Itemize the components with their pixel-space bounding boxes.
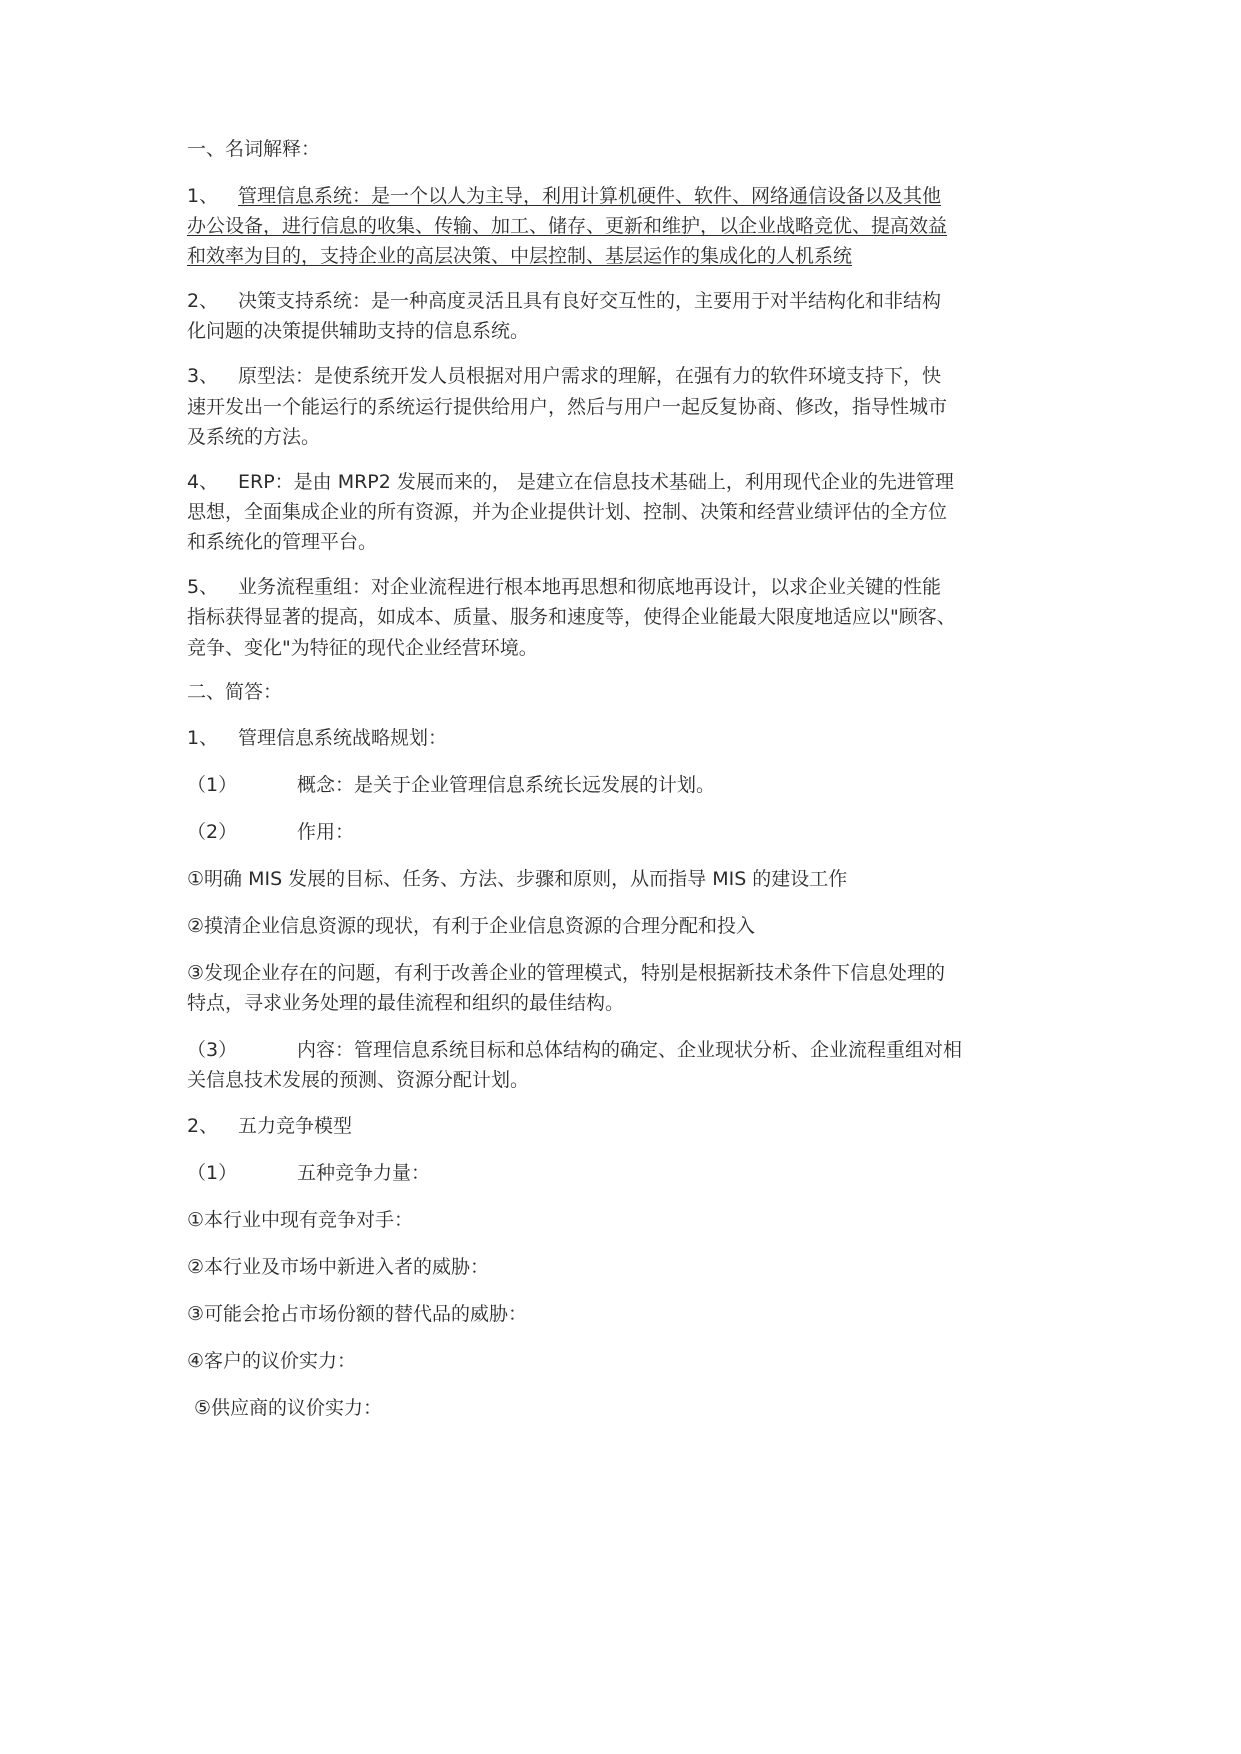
force-item-4: ④客户的议价实力： xyxy=(187,1350,357,1372)
question-2-text: 五力竞争模型 xyxy=(238,1115,353,1137)
question-1-text: 管理信息系统战略规划： xyxy=(238,727,448,749)
term-2-number: 2、 xyxy=(187,290,219,312)
term-4-line-3: 和系统化的管理平台。 xyxy=(187,531,378,553)
force-item-2: ②本行业及市场中新进入者的威胁： xyxy=(187,1256,490,1278)
question-1-number: 1、 xyxy=(187,727,219,749)
question-1-point-3-label: （3） xyxy=(187,1039,238,1061)
question-1-point-3-line-2: 关信息技术发展的预测、资源分配计划。 xyxy=(187,1069,530,1091)
term-2-text: 决策支持系统：是一种高度灵活且具有良好交互性的，主要用于对半结构化和非结构 xyxy=(238,290,942,312)
question-1-title xyxy=(187,722,447,755)
role-item-3-line-2: 特点，寻求业务处理的最佳流程和组织的最佳结构。 xyxy=(187,992,625,1014)
question-1-point-2-label: （2） xyxy=(187,821,238,843)
term-5-line-2: 指标获得显著的提高，如成本、质量、服务和速度等，使得企业能最大限度地适应以"顾客、 xyxy=(187,606,956,628)
question-2-number: 2、 xyxy=(187,1115,219,1137)
term-3-line-2: 速开发出一个能运行的系统运行提供给用户，然后与用户一起反复协商、修改，指导性城市 xyxy=(187,396,948,418)
force-item-3: ③可能会抢占市场份额的替代品的威胁： xyxy=(187,1303,528,1325)
question-2-point-1 xyxy=(187,1157,430,1190)
force-item-5: ⑤供应商的议价实力： xyxy=(194,1397,383,1419)
question-1-point-1-text: 概念：是关于企业管理信息系统长远发展的计划。 xyxy=(297,774,716,796)
term-1-line-3: 和效率为目的，支持企业的高层决策、中层控制、基层运作的集成化的人机系统 xyxy=(187,245,853,267)
question-1-point-3-text: 内容：管理信息系统目标和总体结构的确定、企业现状分析、企业流程重组对相 xyxy=(297,1039,963,1061)
term-3-number: 3、 xyxy=(187,365,219,387)
term-2-line-1 xyxy=(187,285,941,318)
term-2-line-2: 化问题的决策提供辅助支持的信息系统。 xyxy=(187,320,530,342)
question-2-point-1-text: 五种竞争力量： xyxy=(297,1162,431,1184)
question-1-point-2-text: 作用： xyxy=(297,821,355,843)
term-5-text: 业务流程重组：对企业流程进行根本地再思想和彻底地再设计，以求企业关键的性能 xyxy=(238,576,942,598)
question-1-point-1 xyxy=(187,769,715,802)
role-item-2: ②摸清企业信息资源的现状，有利于企业信息资源的合理分配和投入 xyxy=(187,915,756,937)
force-item-1: ①本行业中现有竞争对手： xyxy=(187,1209,414,1231)
term-3-line-1 xyxy=(187,360,941,393)
term-1-text: 管理信息系统：是一个以人为主导，利用计算机硬件、软件、网络通信设备以及其他 xyxy=(238,185,942,207)
term-4-line-1 xyxy=(187,466,954,499)
term-4-text: ERP：是由 MRP2 发展而来的， 是建立在信息技术基础上，利用现代企业的先进管理 xyxy=(238,471,954,493)
question-2-point-1-label: （1） xyxy=(187,1162,238,1184)
term-5-line-3: 竞争、变化"为特征的现代企业经营环境。 xyxy=(187,637,538,659)
role-item-1: ①明确 MIS 发展的目标、任务、方法、步骤和原则，从而指导 MIS 的建设工作 xyxy=(187,868,848,890)
term-1-line-2: 办公设备，进行信息的收集、传输、加工、储存、更新和维护，以企业战略竞优、提高效益 xyxy=(187,215,948,237)
term-3-text: 原型法：是使系统开发人员根据对用户需求的理解，在强有力的软件环境支持下，快 xyxy=(238,365,942,387)
question-1-point-1-label: （1） xyxy=(187,774,238,796)
section-heading-short-answer: 二、简答： xyxy=(187,681,283,703)
term-4-line-2: 思想，全面集成企业的所有资源，并为企业提供计划、控制、决策和经营业绩评估的全方位 xyxy=(187,501,948,523)
question-1-point-3 xyxy=(187,1034,962,1067)
term-5-line-1 xyxy=(187,571,941,604)
term-3-line-3: 及系统的方法。 xyxy=(187,426,321,448)
section-heading-terms: 一、名词解释： xyxy=(187,138,321,160)
term-4-number: 4、 xyxy=(187,471,219,493)
term-1-line-1 xyxy=(187,180,941,213)
role-item-3-line-1: ③发现企业存在的问题，有利于改善企业的管理模式，特别是根据新技术条件下信息处理的 xyxy=(187,962,946,984)
term-5-number: 5、 xyxy=(187,576,219,598)
question-2-title xyxy=(187,1110,352,1143)
question-1-point-2 xyxy=(187,816,354,849)
term-1-number: 1、 xyxy=(187,185,219,207)
